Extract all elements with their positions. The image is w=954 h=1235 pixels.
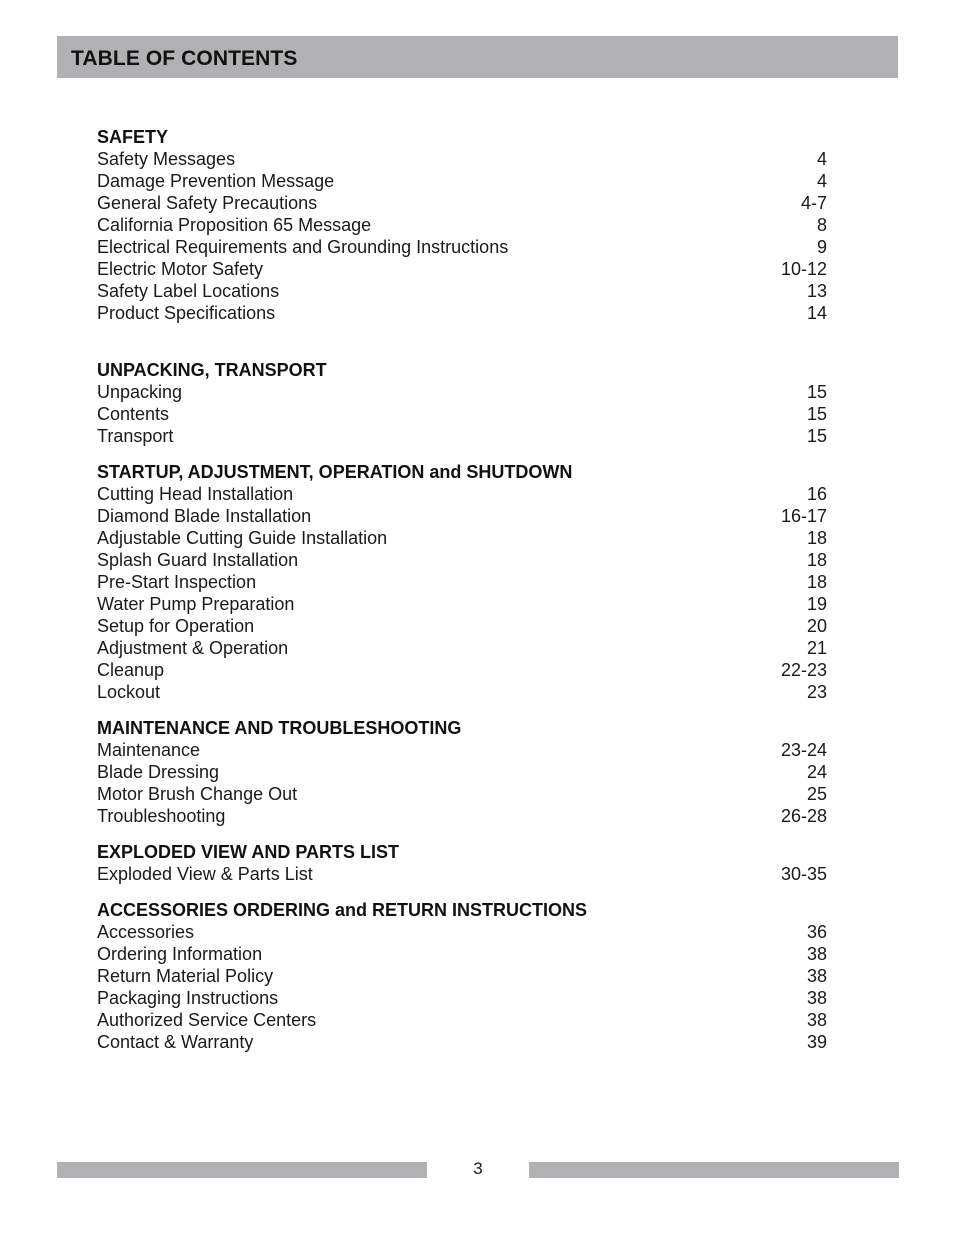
- page-number: 3: [473, 1159, 483, 1178]
- entry-page: 15: [806, 382, 827, 402]
- entry-page: 4-7: [800, 193, 827, 213]
- section-title: STARTUP, ADJUSTMENT, OPERATION and SHUTDOWN: [97, 462, 573, 482]
- toc-entry[interactable]: [97, 527, 827, 549]
- footer-bar-left: [57, 1162, 427, 1178]
- toc-section-exploded-view: [97, 841, 827, 885]
- entry-page: 15: [806, 426, 827, 446]
- toc-entry[interactable]: [97, 505, 827, 527]
- entry-label: Setup for Operation: [97, 616, 255, 636]
- entry-label: Lockout: [97, 682, 161, 702]
- toc-entry[interactable]: [97, 403, 827, 425]
- entry-label: California Proposition 65 Message: [97, 215, 372, 235]
- toc-section-safety: [97, 126, 827, 324]
- entry-label: Electric Motor Safety: [97, 259, 264, 279]
- toc-entry[interactable]: [97, 170, 827, 192]
- entry-label: Cutting Head Installation: [97, 484, 294, 504]
- section-title: ACCESSORIES ORDERING and RETURN INSTRUCTIONS: [97, 900, 588, 920]
- toc-entry[interactable]: [97, 761, 827, 783]
- entry-page: 39: [806, 1032, 827, 1052]
- toc-entry[interactable]: [97, 214, 827, 236]
- entry-label: Electrical Requirements and Grounding Instructions: [97, 237, 509, 257]
- toc-entry[interactable]: [97, 921, 827, 943]
- toc-section-startup: [97, 461, 827, 703]
- entry-label: Blade Dressing: [97, 762, 220, 782]
- toc-entry[interactable]: [97, 739, 827, 761]
- toc-entry[interactable]: [97, 483, 827, 505]
- footer-bar-right: [529, 1162, 899, 1178]
- entry-label: Safety Label Locations: [97, 281, 280, 301]
- entry-page: 13: [806, 281, 827, 301]
- entry-page: 16: [806, 484, 827, 504]
- entry-label: Accessories: [97, 922, 195, 942]
- entry-label: Unpacking: [97, 382, 183, 402]
- entry-page: 22-23: [780, 660, 827, 680]
- toc-entry[interactable]: [97, 192, 827, 214]
- entry-label: Authorized Service Centers: [97, 1010, 317, 1030]
- entry-page: 14: [806, 303, 827, 323]
- entry-page: 8: [816, 215, 827, 235]
- entry-page: 23: [806, 682, 827, 702]
- entry-page: 23-24: [780, 740, 827, 760]
- toc-entry[interactable]: [97, 302, 827, 324]
- entry-page: 26-28: [780, 806, 827, 826]
- header-bar: [57, 36, 898, 78]
- entry-page: 38: [806, 966, 827, 986]
- entry-page: 21: [806, 638, 827, 658]
- entry-label: General Safety Precautions: [97, 193, 318, 213]
- section-title: UNPACKING, TRANSPORT: [97, 360, 327, 380]
- entry-page: 38: [806, 944, 827, 964]
- table-of-contents: [97, 126, 827, 1053]
- entry-page: 38: [806, 1010, 827, 1030]
- entry-label: Return Material Policy: [97, 966, 274, 986]
- toc-section-unpacking: [97, 359, 827, 447]
- section-title: EXPLODED VIEW AND PARTS LIST: [97, 842, 400, 862]
- entry-label: Cleanup: [97, 660, 165, 680]
- entry-label: Motor Brush Change Out: [97, 784, 298, 804]
- entry-page: 24: [806, 762, 827, 782]
- toc-entry[interactable]: [97, 681, 827, 703]
- entry-page: 20: [806, 616, 827, 636]
- toc-entry[interactable]: [97, 965, 827, 987]
- toc-entry[interactable]: [97, 805, 827, 827]
- toc-entry[interactable]: [97, 863, 827, 885]
- entry-label: Diamond Blade Installation: [97, 506, 312, 526]
- toc-entry[interactable]: [97, 571, 827, 593]
- entry-page: 18: [806, 550, 827, 570]
- entry-label: Ordering Information: [97, 944, 263, 964]
- entry-page: 4: [816, 149, 827, 169]
- toc-entry[interactable]: [97, 783, 827, 805]
- entry-page: 16-17: [780, 506, 827, 526]
- section-title: SAFETY: [97, 127, 169, 147]
- entry-label: Contact & Warranty: [97, 1032, 254, 1052]
- toc-entry[interactable]: [97, 637, 827, 659]
- entry-label: Adjustable Cutting Guide Installation: [97, 528, 388, 548]
- toc-entry[interactable]: [97, 381, 827, 403]
- entry-page: 30-35: [780, 864, 827, 884]
- entry-label: Packaging Instructions: [97, 988, 279, 1008]
- entry-label: Product Specifications: [97, 303, 276, 323]
- entry-page: 10-12: [780, 259, 827, 279]
- entry-label: Damage Prevention Message: [97, 171, 335, 191]
- entry-page: 38: [806, 988, 827, 1008]
- entry-label: Troubleshooting: [97, 806, 226, 826]
- toc-entry[interactable]: [97, 236, 827, 258]
- toc-entry[interactable]: [97, 593, 827, 615]
- entry-label: Adjustment & Operation: [97, 638, 289, 658]
- toc-section-maintenance: [97, 717, 827, 827]
- entry-label: Exploded View & Parts List: [97, 864, 313, 884]
- entry-page: 18: [806, 528, 827, 548]
- toc-entry[interactable]: [97, 1009, 827, 1031]
- toc-entry[interactable]: [97, 1031, 827, 1053]
- entry-label: Contents: [97, 404, 170, 424]
- toc-entry[interactable]: [97, 659, 827, 681]
- entry-page: 36: [806, 922, 827, 942]
- toc-entry[interactable]: [97, 549, 827, 571]
- entry-page: 18: [806, 572, 827, 592]
- toc-entry[interactable]: [97, 615, 827, 637]
- toc-entry[interactable]: [97, 148, 827, 170]
- entry-page: 4: [816, 171, 827, 191]
- entry-page: 19: [806, 594, 827, 614]
- toc-section-accessories: [97, 899, 827, 1053]
- entry-label: Pre-Start Inspection: [97, 572, 257, 592]
- entry-page: 25: [806, 784, 827, 804]
- toc-entry[interactable]: [97, 258, 827, 280]
- entry-label: Water Pump Preparation: [97, 594, 295, 614]
- entry-page: 9: [816, 237, 827, 257]
- entry-page: 15: [806, 404, 827, 424]
- page-title: TABLE OF CONTENTS: [71, 47, 298, 70]
- entry-label: Transport: [97, 426, 174, 446]
- entry-label: Maintenance: [97, 740, 201, 760]
- toc-entry[interactable]: [97, 425, 827, 447]
- entry-label: Safety Messages: [97, 149, 236, 169]
- toc-entry[interactable]: [97, 943, 827, 965]
- toc-entry[interactable]: [97, 987, 827, 1009]
- section-title: MAINTENANCE AND TROUBLESHOOTING: [97, 718, 462, 738]
- entry-label: Splash Guard Installation: [97, 550, 299, 570]
- toc-entry[interactable]: [97, 280, 827, 302]
